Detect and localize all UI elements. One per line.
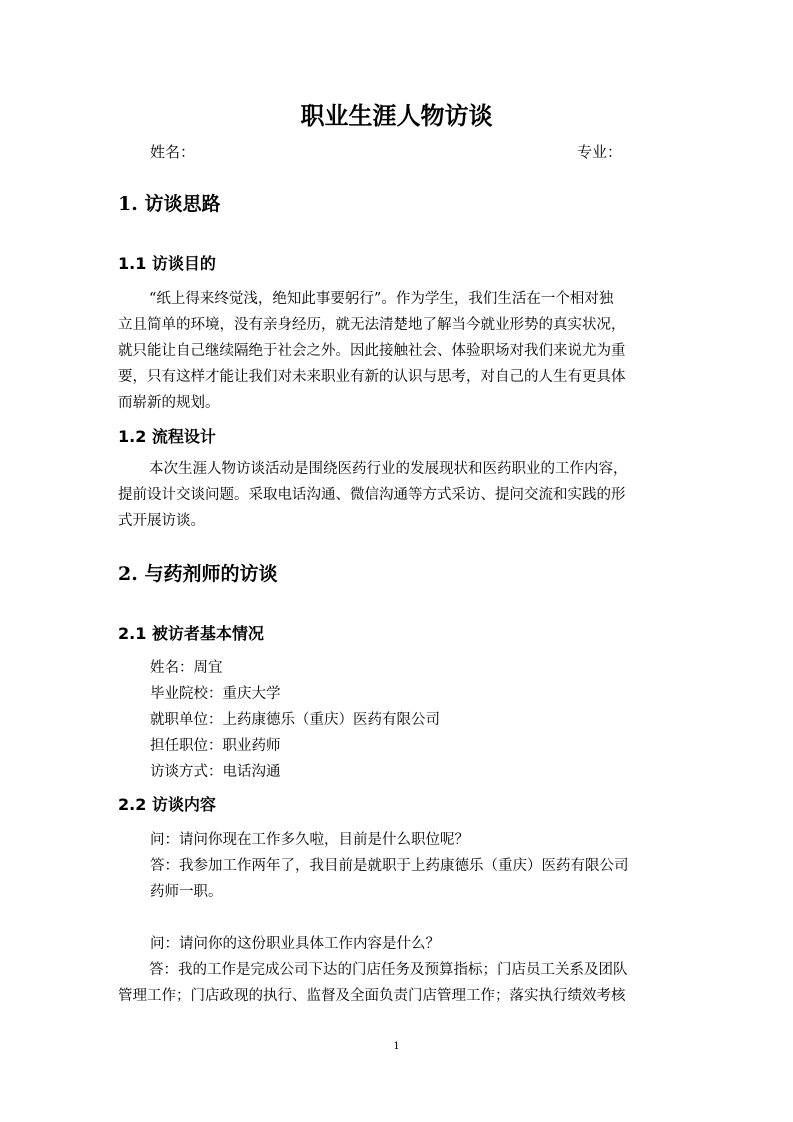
subsection-heading-process-design: 1.2 流程设计	[118, 427, 216, 446]
question-2: 问：请问你的这份职业具体工作内容是什么？	[150, 936, 440, 952]
paragraph-line: 本次生涯人物访谈活动是围绕医药行业的发展现状和医药职业的工作内容，	[149, 461, 628, 477]
paragraph-line: “纸上得来终觉浅，绝知此事要躬行”。作为学生，我们生活在一个相对独	[149, 291, 614, 307]
major-label: 专业：	[577, 143, 623, 161]
name-label: 姓名：	[150, 143, 196, 161]
paragraph-line: 就只能让自己继续隔绝于社会之外。因此接触社会、体验职场对我们来说尤为重	[118, 343, 626, 359]
page-title: 职业生涯人物访谈	[300, 102, 493, 130]
paragraph-line: 式开展访谈。	[118, 513, 205, 529]
subsection-heading-interviewee-info: 2.1 被访者基本情况	[118, 624, 264, 643]
paragraph-line: 要，只有这样才能让我们对未来职业有新的认识与思考，对自己的人生有更具体	[118, 369, 626, 385]
section-heading-pharmacist-interview: 2. 与药剂师的访谈	[118, 563, 278, 585]
paragraph-line: 答：我的工作是完成公司下达的门店任务及预算指标；门店员工关系及团队	[149, 962, 628, 978]
answer-2	[118, 957, 675, 1009]
section-heading-interview-approach: 1. 访谈思路	[118, 193, 221, 215]
subsection-heading-interview-content: 2.2 访谈内容	[118, 795, 216, 814]
answer-1-line-1: 答：我参加工作两年了，我目前是就职于上药康德乐（重庆）医药有限公司	[150, 858, 629, 874]
paragraph-process-design	[118, 456, 675, 534]
interviewee-employer: 就职单位：上药康德乐（重庆）医药有限公司	[150, 712, 440, 728]
interviewee-name: 姓名：周宜	[150, 660, 223, 676]
interviewee-position: 担任职位：职业药师	[150, 738, 281, 754]
interviewee-school: 毕业院校：重庆大学	[150, 686, 281, 702]
question-1: 问：请问你现在工作多久啦，目前是什么职位呢？	[150, 832, 469, 848]
answer-1-line-2: 药师一职。	[150, 884, 223, 900]
subsection-heading-interview-purpose: 1.1 访谈目的	[118, 254, 216, 273]
interview-method: 访谈方式：电话沟通	[150, 764, 281, 780]
paragraph-interview-purpose	[118, 286, 675, 416]
page-number: 1	[393, 1041, 400, 1052]
paragraph-line: 管理工作；门店政现的执行、监督及全面负责门店管理工作；落实执行绩效考核	[118, 988, 626, 1004]
paragraph-line: 立且简单的环境，没有亲身经历，就无法清楚地了解当今就业形势的真实状况，	[118, 317, 626, 333]
student-info-row	[150, 140, 630, 164]
paragraph-line: 而崭新的规划。	[118, 395, 220, 411]
paragraph-line: 提前设计交谈问题。采取电话沟通、微信沟通等方式采访、提问交流和实践的形	[118, 487, 626, 503]
